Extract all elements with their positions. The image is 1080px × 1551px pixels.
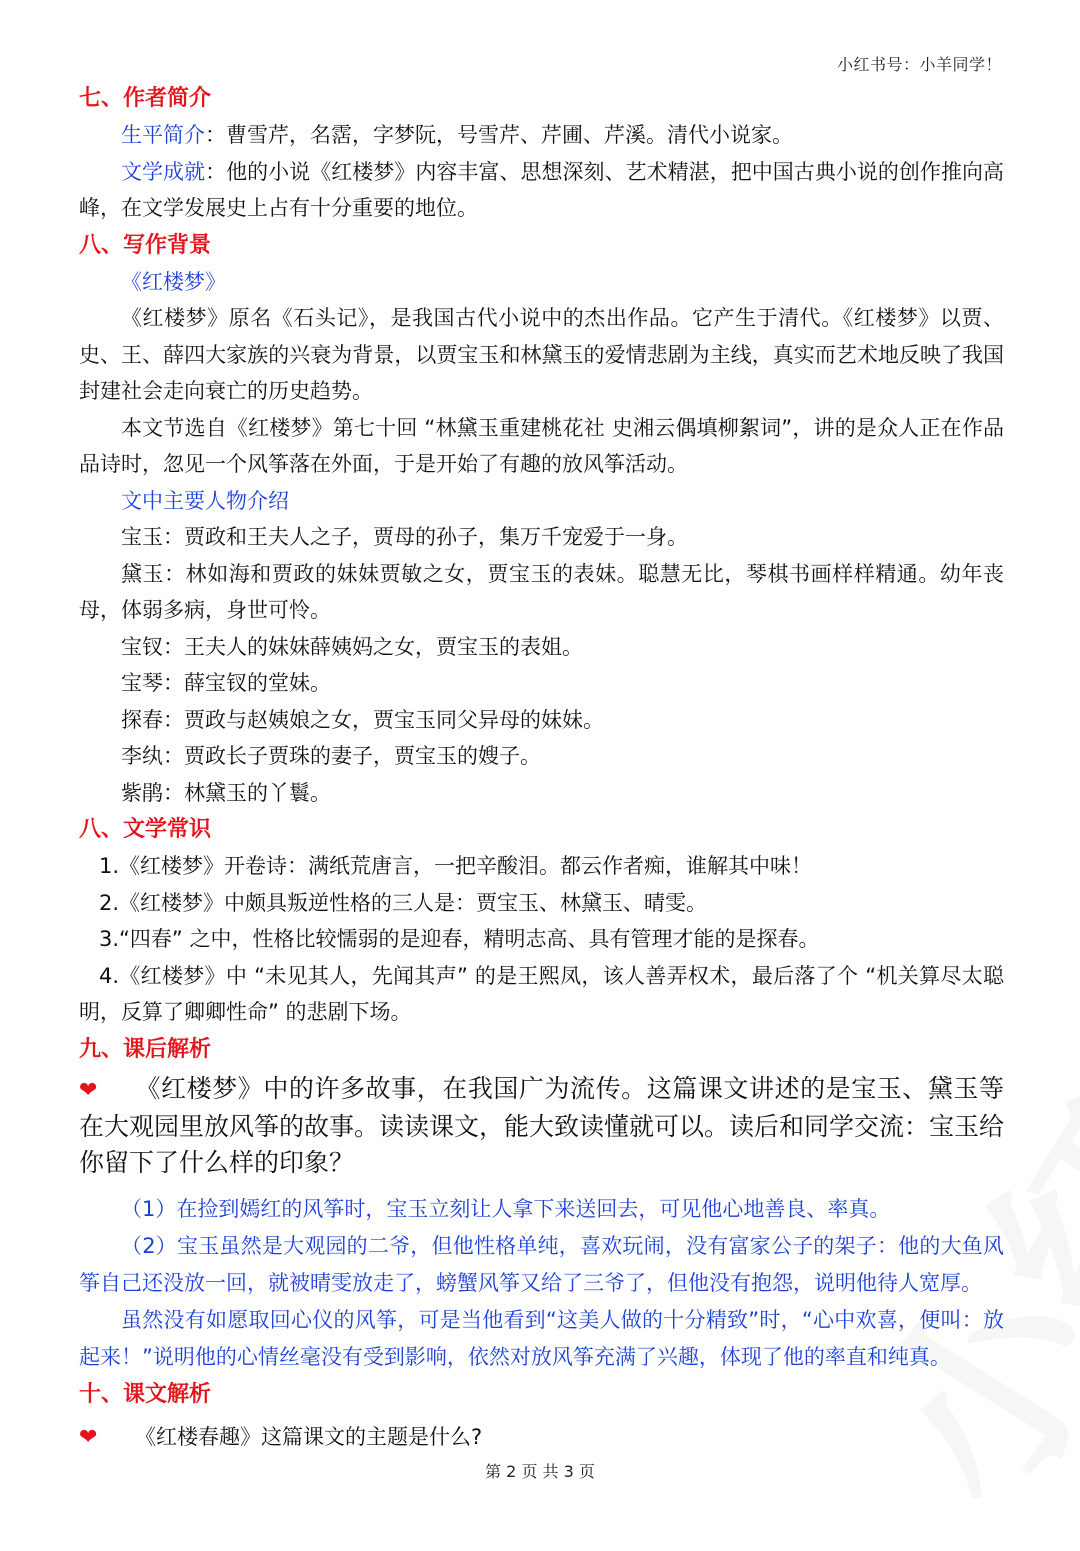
header-note: 小红书号：小羊同学！	[836, 55, 1002, 74]
characters-heading: 文中主要人物介绍	[121, 488, 289, 513]
character-item: 黛玉：林如海和贾政的妹妹贾敏之女，贾宝玉的表妹。聪慧无比，琴棋书画样样精通。幼年丧母，体弱多病，身世可怜。	[79, 561, 1004, 622]
heart-icon: ❤	[79, 1077, 98, 1103]
book-title: 《红楼梦》	[121, 269, 226, 294]
section-heading-author: 七、作者简介	[79, 86, 212, 111]
content	[79, 80, 1004, 1456]
character-item: 探春：贾政与赵姨娘之女，贾宝玉同父异母的妹妹。	[121, 707, 604, 732]
character-item: 李纨：贾政长子贾珠的妻子，贾宝玉的嫂子。	[121, 744, 541, 768]
literature-item: 2.《红楼梦》中颇具叛逆性格的三人是：贾宝玉、林黛玉、晴雯。	[99, 890, 708, 915]
literature-item: 1.《红楼梦》开卷诗：满纸荒唐言，一把辛酸泪。都云作者痴，谁解其中味！	[99, 854, 813, 878]
literature-item: 3.“四春” 之中，性格比较懦弱的是迎春，精明志高、具有管理才能的是探春。	[99, 927, 820, 951]
background-paragraph-2: 本文节选自《红楼梦》第七十回 “林黛玉重建桃花社 史湘云偶填柳絮词”，讲的是众人正在作品品诗时，忽见一个风筝落在外面，于是开始了有趣的放风筝活动。	[79, 415, 1004, 476]
achievement-text: ：他的小说《红楼梦》内容丰富、思想深刻、艺术精湛，把中国古典小说的创作推向高峰，在文学发展史上占有十分重要的地位。	[79, 159, 1005, 220]
heart-icon: ❤	[79, 1424, 98, 1450]
achievement-label: 文学成就	[121, 159, 206, 184]
answer-paragraph: （1）在捡到嫣红的风筝时，宝玉立刻让人拿下来送回去，可见他心地善良、率真。	[121, 1196, 891, 1221]
text-analysis-question	[79, 1419, 1004, 1456]
answer-paragraph: （2）宝玉虽然是大观园的二爷，但他性格单纯，喜欢玩闹，没有富家公子的架子：他的大鱼风筝自己还没放一回，就被晴雯放走了，螃蟹风筝又给了三爷了，但他没有抱怨，说明他待人宽厚。	[79, 1233, 1004, 1295]
analysis-question-text: 《红楼梦》中的许多故事，在我国广为流传。这篇课文讲述的是宝玉、黛玉等在大观园里放风筝的故事。读读课文，能大致读懂就可以。读后和同学交流：宝玉给你留下了什么样的印象？	[79, 1073, 1005, 1177]
character-item: 宝玉：贾政和王夫人之子，贾母的孙子，集万千宠爱于一身。	[121, 525, 688, 549]
author-achievement	[79, 154, 1004, 227]
literature-item: 4.《红楼梦》中 “未见其人，先闻其声” 的是王熙凤，该人善弄权术，最后落了个 “机关算尽太聪明，反算了卿卿性命” 的悲剧下场。	[79, 963, 1004, 1024]
author-bio	[79, 117, 1004, 154]
background-paragraph-1: 《红楼梦》原名《石头记》，是我国古代小说中的杰出作品。它产生于清代。《红楼梦》以贾、史、王、薛四大家族的兴衰为背景，以贾宝玉和林黛玉的爱情悲剧为主线，真实而艺术地反映了我国封建社会走向衰亡的历史趋势。	[79, 306, 1004, 403]
section-heading-background: 八、写作背景	[79, 232, 212, 258]
bio-label: 生平简介	[121, 123, 205, 147]
character-item: 宝钗：王夫人的妹妹薛姨妈之女，贾宝玉的表姐。	[121, 634, 583, 659]
character-item: 宝琴：薛宝钗的堂妹。	[121, 671, 331, 695]
text-analysis-question-text: 《红楼春趣》这篇课文的主题是什么?	[135, 1424, 483, 1449]
answer-paragraph: 虽然没有如愿取回心仪的风筝，可是当他看到“这美人做的十分精致”时，“心中欢喜，便叫：放起来！”说明他的心情丝毫没有受到影响，依然对放风筝充满了兴趣，体现了他的率直和纯真。	[79, 1307, 1004, 1369]
page-footer: 第 2 页 共 3 页	[485, 1462, 595, 1481]
analysis-question	[79, 1071, 1004, 1181]
bio-text: ：曹雪芹，名霑，字梦阮，号雪芹、芹圃、芹溪。清代小说家。	[205, 123, 793, 147]
character-item: 紫鹃：林黛玉的丫鬟。	[121, 780, 331, 805]
section-heading-text-analysis: 十、课文解析	[79, 1381, 212, 1407]
section-heading-analysis: 九、课后解析	[79, 1036, 212, 1062]
section-heading-literature: 八、文学常识	[79, 817, 212, 842]
